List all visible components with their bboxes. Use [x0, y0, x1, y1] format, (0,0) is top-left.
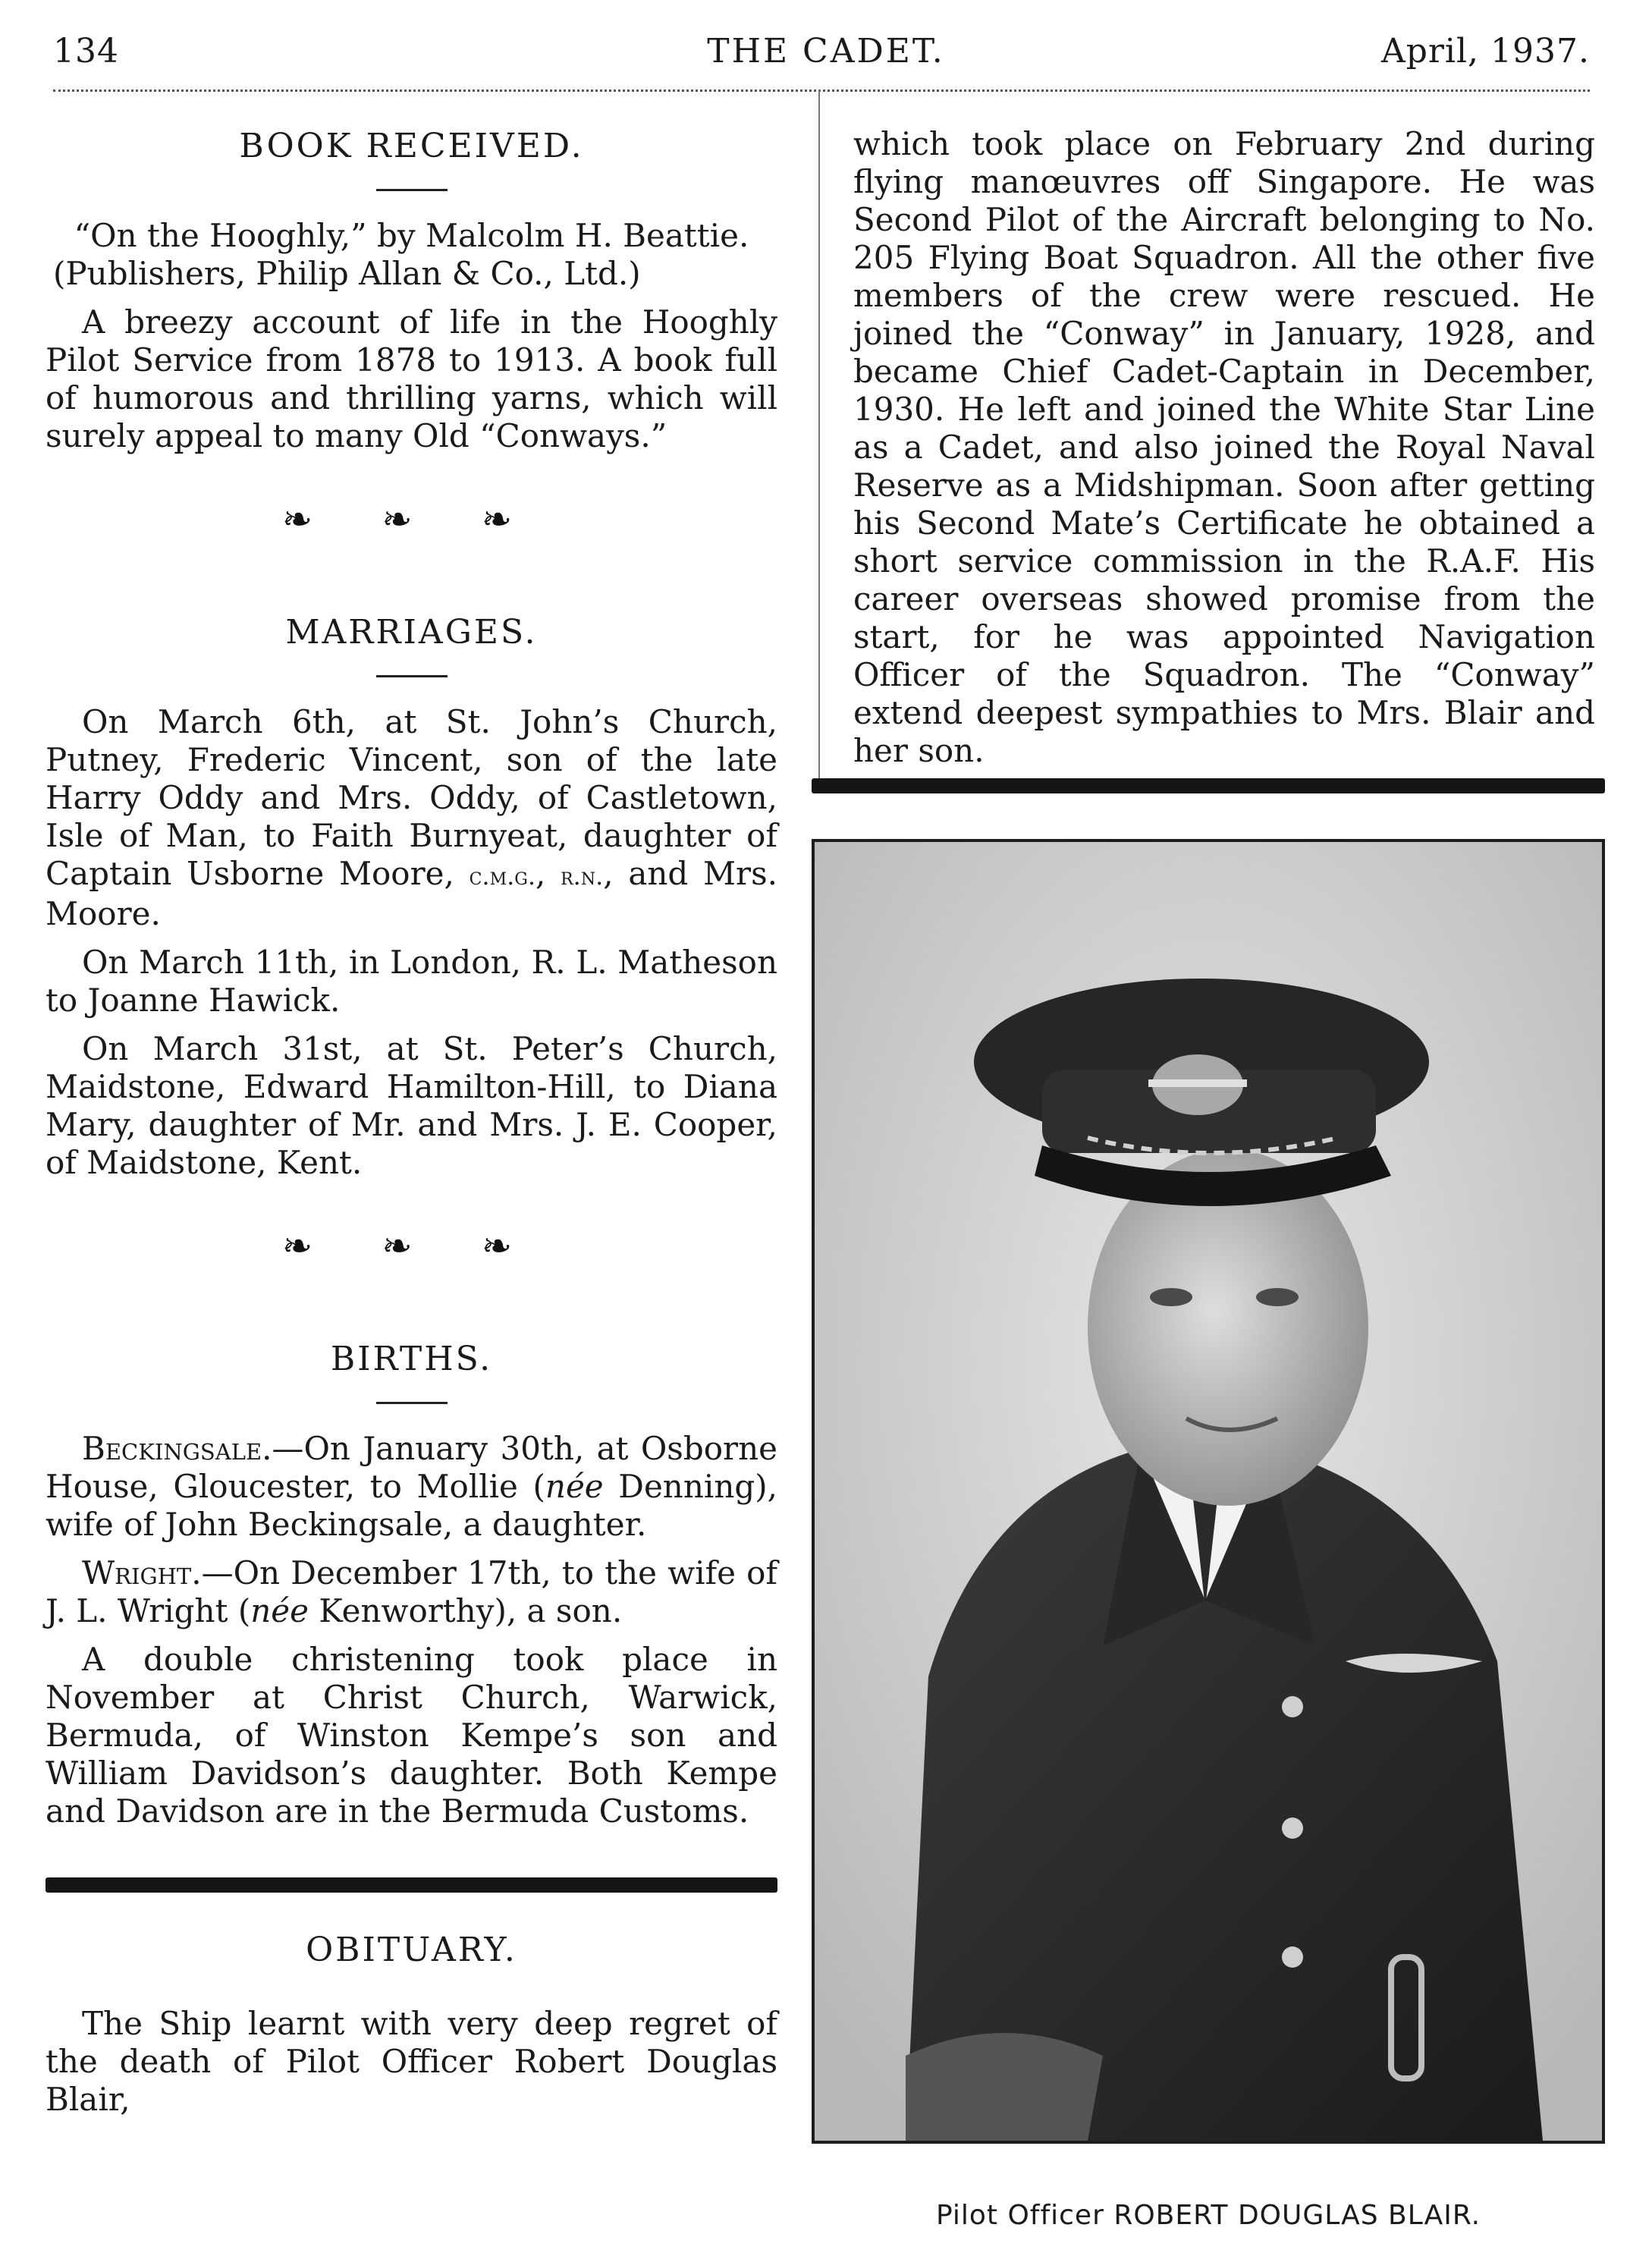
book-citation-line-1: “On the Hooghly,” by Malcolm H. Beattie.: [74, 217, 749, 254]
obituary-section: [46, 1929, 777, 2119]
page-number: 134: [53, 32, 119, 71]
book-review-paragraph: A breezy account of life in the Hooghly Pilot Service from 1878 to 1913. A book full of humorous and thrilling yarns, which will surely appeal to many Old “Conways.”: [46, 303, 777, 454]
birth-surname: Beckingsale: [82, 1430, 262, 1467]
left-column: [46, 125, 777, 2129]
portrait-photo: [812, 839, 1605, 2144]
heading-rule: [376, 189, 448, 191]
marriages-section: [46, 611, 777, 1182]
ornament-divider: ❧ ❧ ❧: [281, 498, 542, 541]
birth-entry: Wright.—On December 17th, to the wife of J. L. Wright (née Kenworthy), a son.: [46, 1554, 777, 1629]
marriage-entry: On March 11th, in London, R. L. Matheson to Joanne Hawick.: [46, 944, 777, 1019]
birth-surname: Wright: [82, 1554, 192, 1591]
ornament-divider: ❧ ❧ ❧: [281, 1225, 542, 1268]
christening-entry: A double christening took place in November at Christ Church, Warwick, Bermuda, of Winston Kempe’s son and William Davidson’s daughter. Both Kempe and Davidson are in the Bermuda Customs.: [46, 1641, 777, 1830]
issue-date: April, 1937.: [1380, 32, 1590, 71]
obituary-heading: OBITUARY.: [306, 1931, 517, 1969]
book-received-section: [46, 125, 777, 455]
book-received-heading: BOOK RECEIVED.: [239, 127, 584, 165]
page-header: [0, 0, 1652, 83]
caption-name: ROBERT DOUGLAS BLAIR.: [1113, 2200, 1481, 2231]
births-section: [46, 1338, 777, 1830]
heading-rule: [376, 675, 448, 677]
section-bar: [46, 1877, 777, 1893]
marriage-entry: On March 31st, at St. Peter’s Church, Maidstone, Edward Hamilton-Hill, to Diana Mary, daughter of Mr. and Mrs. J. E. Cooper, of Maidstone, Kent.: [46, 1030, 777, 1181]
photo-caption: Pilot Officer ROBERT DOUGLAS BLAIR.: [935, 2200, 1481, 2231]
right-column: [853, 125, 1595, 781]
obituary-paragraph-start: The Ship learnt with very deep regret of the death of Pilot Officer Robert Douglas Blair,: [46, 2005, 777, 2118]
section-bar: [812, 778, 1605, 793]
marriage-entry: On March 6th, at St. John’s Church, Putney, Frederic Vincent, son of the late Harry Oddy and Mrs. Oddy, of Castletown, Isle of Man, to Faith Burnyeat, daughter of Captain Usborne Moore, c.m.g., r.n., and Mrs. Moore.: [46, 703, 778, 932]
births-heading: BIRTHS.: [330, 1340, 493, 1378]
obituary-paragraph-continued: which took place on February 2nd during flying manœuvres off Singapore. He was Second Pilot of the Aircraft belonging to No. 205 Flying Boat Squadron. All the other five members of the crew were rescued. He joined the “Conway” in January, 1928, and became Chief Cadet-Captain in December, 1930. He left and joined the White Star Line as a Cadet, and also joined the Royal Naval Reserve as a Midshipman. Soon after getting his Second Mate’s Certificate he obtained a short service commission in the R.A.F. His career overseas showed promise from the start, for he was appointed Navigation Officer of the Squadron. The “Conway” extend deepest sympathies to Mrs. Blair and her son.: [853, 125, 1595, 769]
birth-entry: Beckingsale.—On January 30th, at Osborne House, Gloucester, to Mollie (née Denning), wife of John Beckingsale, a daughter.: [46, 1430, 777, 1543]
column-divider: [818, 90, 820, 789]
book-citation-line-2: (Publishers, Philip Allan & Co., Ltd.): [53, 255, 641, 292]
publication-title: THE CADET.: [707, 32, 945, 71]
header-rule: [53, 90, 1590, 92]
marriages-heading: MARRIAGES.: [285, 613, 538, 652]
heading-rule: [376, 1402, 448, 1404]
